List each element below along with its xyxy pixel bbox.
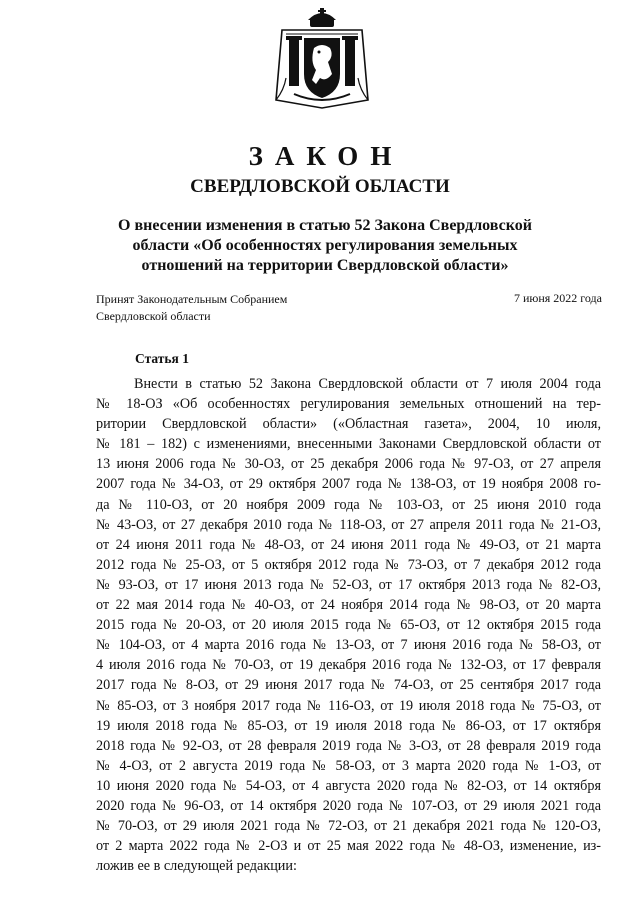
article-heading: Статья 1 [135, 351, 189, 366]
body-line: № 85-ОЗ, от 3 ноября 2017 года № 116-ОЗ, от 19 июля 2018 года № 75-ОЗ, от [96, 697, 601, 714]
body-line: от 24 июня 2011 года № 48-ОЗ, от 24 июня 2011 года № 49-ОЗ, от 21 марта [96, 536, 601, 553]
body-line: № 43-ОЗ, от 27 декабря 2010 года № 118-ОЗ, от 27 апреля 2011 года № 21-ОЗ, [96, 516, 601, 533]
body-line: № 18-ОЗ «Об особенностях регулирования земельных отношений на тер- [96, 396, 601, 413]
body-line: ритории Свердловской области» («Областная газета», 2004, 10 июля, [96, 416, 601, 433]
body-line: ложив ее в следующей редакции: [96, 858, 297, 875]
body-line: 2020 года № 96-ОЗ, от 14 октября 2020 года № 107-ОЗ, от 29 июля 2021 года [96, 797, 601, 814]
body-line: 13 июня 2006 года № 30-ОЗ, от 25 декабря 2006 года № 97-ОЗ, от 27 апреля [96, 456, 601, 473]
law-title [90, 216, 560, 276]
adoption-line: Принят Законодательным Собранием [96, 292, 288, 306]
body-line: 2007 года № 34-ОЗ, от 29 октября 2007 года № 138-ОЗ, от 19 ноября 2008 го- [96, 476, 601, 493]
body-line: от 22 мая 2014 года № 40-ОЗ, от 24 ноября 2014 года № 98-ОЗ, от 20 марта [96, 597, 601, 614]
title-line: области «Об особенностях регулирования земельных [132, 237, 518, 254]
adoption-line: Свердловской области [96, 309, 211, 323]
region-heading: СВЕРДЛОВСКОЙ ОБЛАСТИ [190, 176, 450, 197]
body-line: 4 июля 2016 года № 70-ОЗ, от 19 декабря 2016 года № 132-ОЗ, от 17 февраля [96, 657, 601, 674]
law-heading: ЗАКОН [248, 141, 404, 171]
adoption-info [96, 291, 287, 325]
body-line: № 181 – 182) с изменениями, внесенными Законами Свердловской области от [96, 436, 601, 453]
body-line: 10 июня 2020 года № 54-ОЗ, от 4 августа 2020 года № 82-ОЗ, от 14 октября [96, 777, 601, 794]
body-line: № 70-ОЗ, от 29 июля 2021 года № 72-ОЗ, от 21 декабря 2021 года № 120-ОЗ, [96, 818, 601, 835]
article-body [96, 374, 601, 876]
body-line: 2015 года № 20-ОЗ, от 20 июля 2015 года № 65-ОЗ, от 12 октября 2015 года [96, 617, 601, 634]
adoption-date: 7 июня 2022 года [513, 291, 602, 305]
title-line: отношений на территории Свердловской области» [141, 257, 509, 274]
body-line: 2012 года № 25-ОЗ, от 5 октября 2012 года № 73-ОЗ, от 7 декабря 2012 года [96, 556, 601, 573]
coat-of-arms-emblem [272, 8, 372, 112]
body-line: № 4-ОЗ, от 2 августа 2019 года № 58-ОЗ, от 3 марта 2020 года № 1-ОЗ, от [96, 757, 601, 774]
body-line: № 104-ОЗ, от 4 марта 2016 года № 13-ОЗ, от 7 июня 2016 года № 58-ОЗ, от [96, 637, 601, 654]
body-line: № 93-ОЗ, от 17 июня 2013 года № 52-ОЗ, от 17 октября 2013 года № 82-ОЗ, [96, 576, 601, 593]
body-line: да № 110-ОЗ, от 20 ноября 2009 года № 103-ОЗ, от 25 июня 2010 года [96, 496, 601, 513]
body-line: от 2 марта 2022 года № 2-ОЗ и от 25 мая 2022 года № 48-ОЗ, изменение, из- [96, 838, 601, 855]
body-line: 19 июля 2018 года № 85-ОЗ, от 19 июля 2018 года № 86-ОЗ, от 17 октября [96, 717, 601, 734]
body-line: Внести в статью 52 Закона Свердловской области от 7 июля 2004 года [134, 376, 601, 392]
body-line: 2017 года № 8-ОЗ, от 29 июня 2017 года № 74-ОЗ, от 25 сентября 2017 года [96, 677, 601, 694]
body-line: 2018 года № 92-ОЗ, от 28 февраля 2019 года № 3-ОЗ, от 28 февраля 2019 года [96, 737, 601, 754]
title-line: О внесении изменения в статью 52 Закона Свердловской [118, 217, 532, 234]
